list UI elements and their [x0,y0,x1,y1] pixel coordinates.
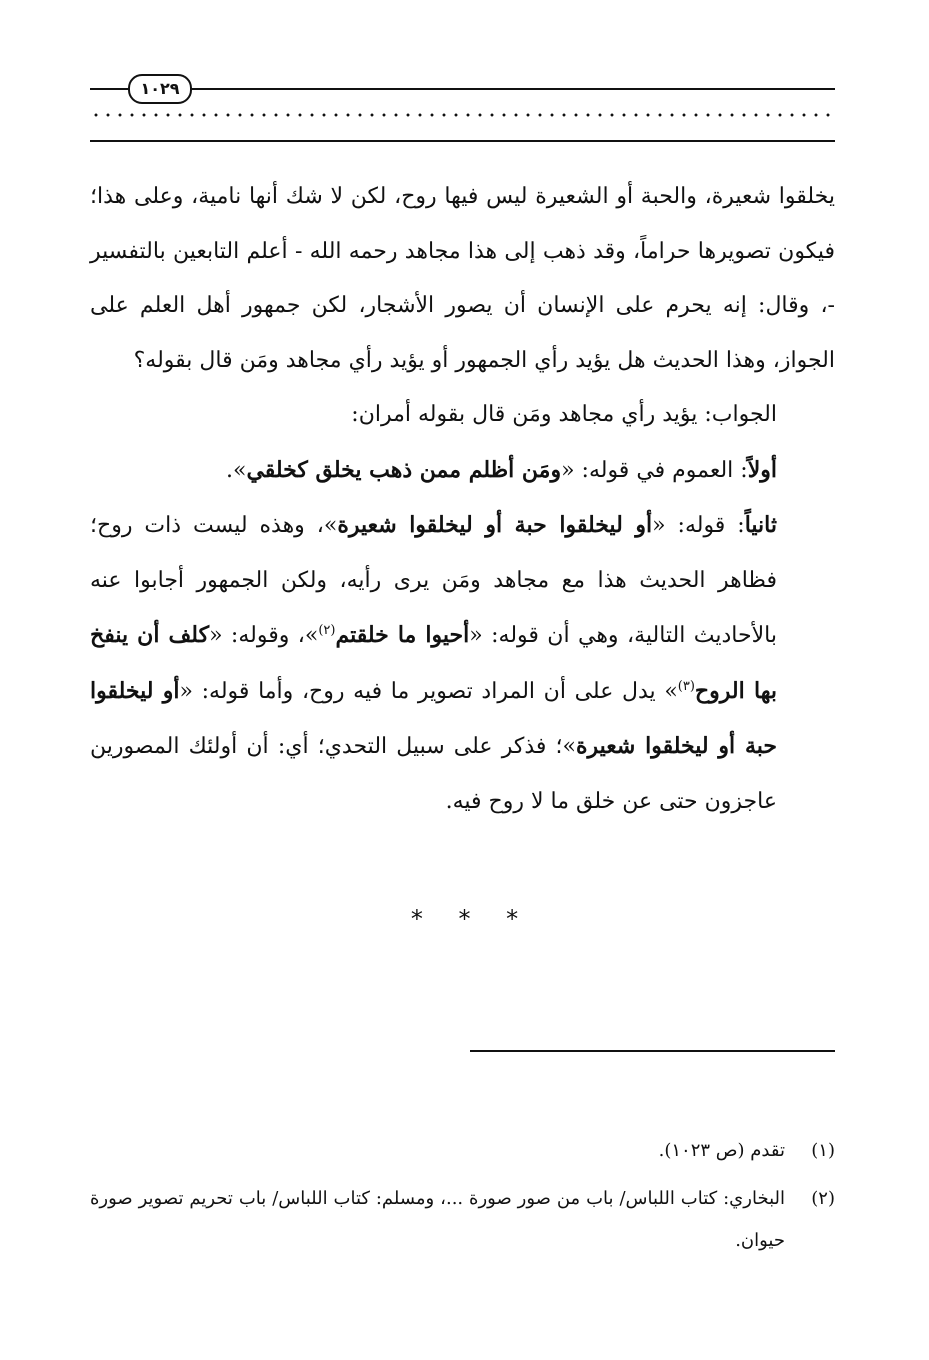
paragraph-second-point [90,498,835,829]
text-span: : قوله: « [652,513,745,538]
text-span: »؛ فذكر على سبيل التحدي؛ أي: أن أولئك المصورين عاجزون حتى عن خلق ما لا روح فيه. [90,734,777,814]
footnote-ref-3[interactable]: (٣) [677,678,695,694]
footnote-item [90,1178,835,1262]
hadith-quote: أو ليخلقوا حبة أو ليخلقوا شعيرة [337,512,653,538]
header-rule-bottom [90,140,835,142]
text-span: »، وقوله: « [209,623,319,648]
paragraph-1: يخلقوا شعيرة، والحبة أو الشعيرة ليس فيها روح، لكن لا شك أنها نامية، وعلى هذا؛ فيكون تصويرها حراماً، وقد ذهب إلى هذا مجاهد رحمه الله - أعلم التابعين بالتفسير -، وقال: إنه يحرم على الإنسان أن يصور الأشجار، لكن جمهور أهل العلم على الجواز، وهذا الحديث هل يؤيد رأي الجمهور أو يؤيد رأي مجاهد ومَن قال بقوله؟ [90,184,835,373]
text-span: : العموم في قوله: « [561,457,748,483]
footnote-text: البخاري: كتاب اللباس/ باب من صور صورة ...، ومسلم: كتاب اللباس/ باب تحريم تصوير صورة حيوان. [90,1188,785,1251]
paragraph-first-point [90,443,835,499]
page-number: ١٠٢٩ [128,74,192,104]
footnote-text: تقدم (ص ١٠٢٣). [658,1140,785,1161]
header-dotted-rule [90,113,835,117]
text-span: »، وهذه ليست ذات روح؛ فظاهر الحديث هذا مع مجاهد ومَن يرى رأيه، ولكن الجمهور أجابوا عنه بالأحاديث التالية، وهي أن قوله: « [90,513,777,648]
hadith-quote: كلف أن ينفخ بها الروح [90,622,777,704]
hadith-quote: أو ليخلقوا حبة أو ليخلقوا شعيرة [90,677,778,759]
point-label-second: ثانياً [744,512,777,538]
header-rule-top [90,88,835,90]
section-separator: * * * [410,905,519,933]
footnote-number: (٢) [811,1188,835,1209]
body-text [90,170,835,829]
hadith-quote: أحيوا ما خلقتم [335,622,470,648]
footnote-item [90,1130,835,1172]
point-label-first: أولاً [747,456,777,483]
footnote-ref-2[interactable]: (٢) [318,623,336,638]
paragraph-answer: الجواب: يؤيد رأي مجاهد ومَن قال بقوله أمران: [351,402,777,427]
footnotes [90,1130,835,1262]
text-span: ». [225,457,247,483]
text-span: » يدل على أن المراد تصوير ما فيه روح، وأما قوله: « [179,678,678,704]
hadith-quote: ومَن أظلم ممن ذهب يخلق كخلقي [246,456,562,483]
footnote-rule [470,1050,835,1052]
footnote-number: (١) [811,1140,835,1161]
